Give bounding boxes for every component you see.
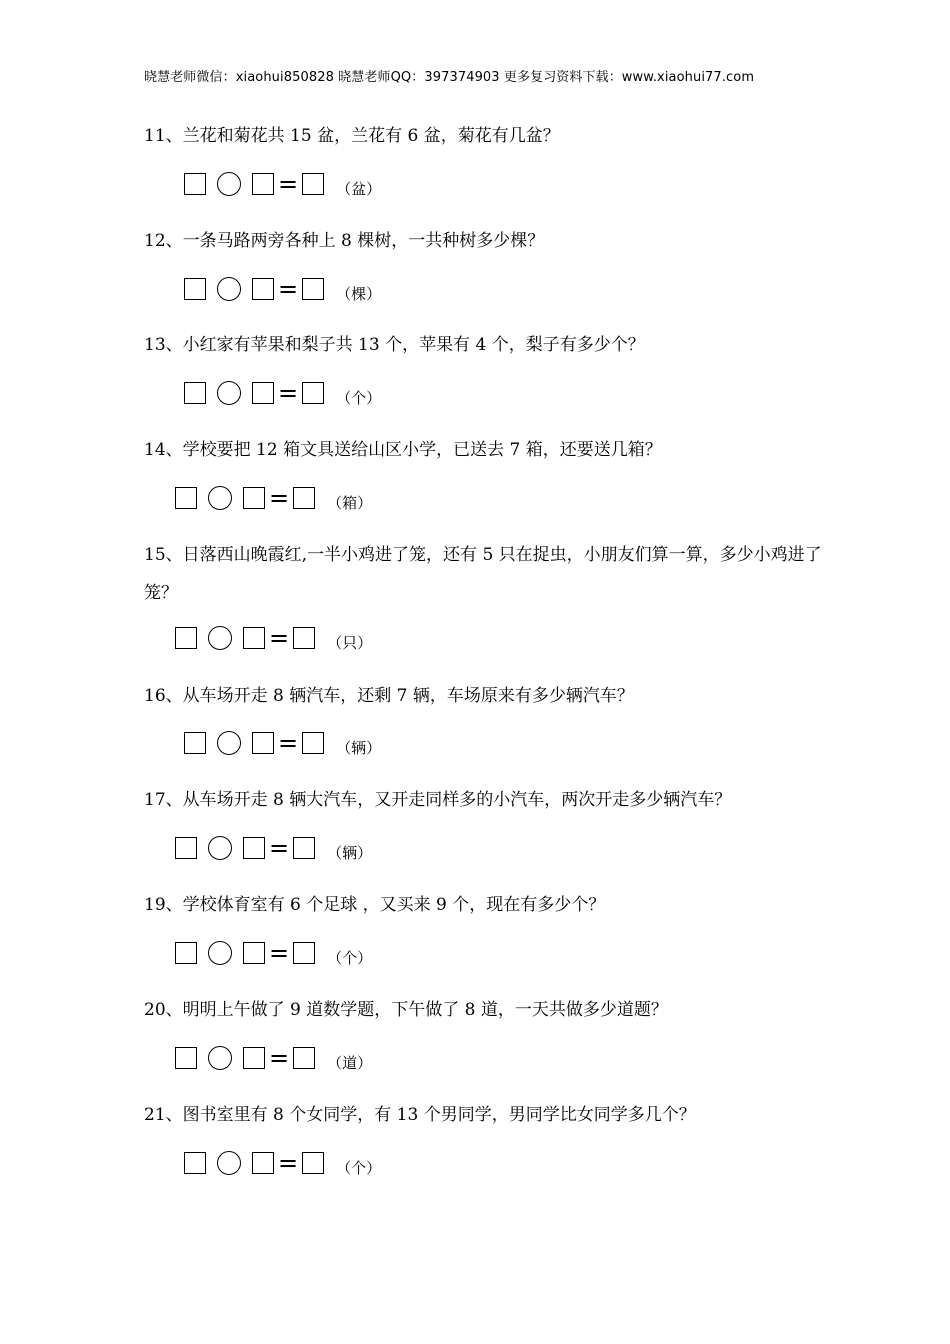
- formula-row-21: [184, 1149, 381, 1177]
- unit-label: （个）: [327, 948, 373, 967]
- answer-box[interactable]: [252, 173, 274, 195]
- equals-sign: =: [278, 1149, 299, 1177]
- equals-sign: =: [278, 379, 299, 407]
- formula-row-20: [175, 1044, 372, 1072]
- formula-row-19: [175, 939, 372, 967]
- formula-row-15: [175, 624, 372, 652]
- question-12: [144, 222, 824, 260]
- unit-label: （只）: [327, 633, 373, 652]
- result-box[interactable]: [302, 382, 324, 404]
- unit-label: （道）: [327, 1053, 373, 1072]
- question-16: [144, 677, 824, 715]
- result-box[interactable]: [302, 732, 324, 754]
- formula-row-12: [184, 275, 381, 303]
- question-text: 15、日落西山晚霞红,一半小鸡进了笼，还有 5 只在捉虫，小朋友们算一算，多少小鸡进了笼？: [144, 545, 822, 603]
- equals-sign: =: [269, 484, 290, 512]
- answer-box[interactable]: [243, 1047, 265, 1069]
- operator-circle[interactable]: [217, 381, 241, 405]
- answer-box[interactable]: [252, 382, 274, 404]
- question-15: [144, 536, 824, 612]
- operator-circle[interactable]: [217, 1151, 241, 1175]
- operator-circle[interactable]: [217, 172, 241, 196]
- unit-label: （个）: [336, 388, 382, 407]
- answer-box[interactable]: [175, 942, 197, 964]
- answer-box[interactable]: [175, 837, 197, 859]
- unit-label: （辆）: [336, 738, 382, 757]
- result-box[interactable]: [302, 1152, 324, 1174]
- answer-box[interactable]: [184, 173, 206, 195]
- question-17: [144, 781, 824, 819]
- answer-box[interactable]: [184, 382, 206, 404]
- answer-box[interactable]: [184, 278, 206, 300]
- formula-row-11: [184, 170, 381, 198]
- question-11: [144, 117, 824, 155]
- result-box[interactable]: [302, 173, 324, 195]
- question-19: [144, 886, 824, 924]
- answer-box[interactable]: [184, 732, 206, 754]
- equals-sign: =: [269, 939, 290, 967]
- unit-label: （个）: [336, 1158, 382, 1177]
- question-text: 21、图书室里有 8 个女同学，有 13 个男同学，男同学比女同学多几个？: [144, 1105, 696, 1125]
- question-14: [144, 431, 824, 469]
- answer-box[interactable]: [175, 1047, 197, 1069]
- equals-sign: =: [269, 834, 290, 862]
- question-text: 19、学校体育室有 6 个足球 ，又买来 9 个，现在有多少个？: [144, 895, 606, 915]
- unit-label: （箱）: [327, 493, 373, 512]
- question-text: 20、明明上午做了 9 道数学题，下午做了 8 道，一天共做多少道题？: [144, 1000, 668, 1020]
- answer-box[interactable]: [184, 1152, 206, 1174]
- operator-circle[interactable]: [217, 277, 241, 301]
- formula-row-16: [184, 729, 381, 757]
- operator-circle[interactable]: [208, 941, 232, 965]
- answer-box[interactable]: [243, 487, 265, 509]
- answer-box[interactable]: [252, 1152, 274, 1174]
- formula-row-13: [184, 379, 381, 407]
- answer-box[interactable]: [243, 837, 265, 859]
- question-text: 12、一条马路两旁各种上 8 棵树，一共种树多少棵？: [144, 231, 545, 251]
- result-box[interactable]: [293, 837, 315, 859]
- answer-box[interactable]: [252, 732, 274, 754]
- unit-label: （辆）: [327, 843, 373, 862]
- result-box[interactable]: [293, 627, 315, 649]
- formula-row-14: [175, 484, 372, 512]
- question-text: 17、从车场开走 8 辆大汽车，又开走同样多的小汽车，两次开走多少辆汽车？: [144, 790, 732, 810]
- equals-sign: =: [269, 1044, 290, 1072]
- question-text: 13、小红家有苹果和梨子共 13 个，苹果有 4 个，梨子有多少个？: [144, 335, 645, 355]
- question-text: 14、学校要把 12 箱文具送给山区小学，已送去 7 箱，还要送几箱？: [144, 440, 662, 460]
- result-box[interactable]: [293, 487, 315, 509]
- operator-circle[interactable]: [217, 731, 241, 755]
- result-box[interactable]: [293, 1047, 315, 1069]
- answer-box[interactable]: [243, 627, 265, 649]
- question-21: [144, 1096, 824, 1134]
- equals-sign: =: [269, 624, 290, 652]
- formula-row-17: [175, 834, 372, 862]
- operator-circle[interactable]: [208, 486, 232, 510]
- question-13: [144, 326, 824, 364]
- unit-label: （棵）: [336, 284, 382, 303]
- answer-box[interactable]: [252, 278, 274, 300]
- unit-label: （盆）: [336, 179, 382, 198]
- question-20: [144, 991, 824, 1029]
- page-header: 晓慧老师微信：xiaohui850828 晓慧老师QQ：397374903 更多复习资料下载：www.xiaohui77.com: [144, 70, 755, 85]
- result-box[interactable]: [302, 278, 324, 300]
- equals-sign: =: [278, 170, 299, 198]
- answer-box[interactable]: [175, 487, 197, 509]
- operator-circle[interactable]: [208, 836, 232, 860]
- operator-circle[interactable]: [208, 1046, 232, 1070]
- question-text: 11、兰花和菊花共 15 盆，兰花有 6 盆，菊花有几盆？: [144, 126, 560, 146]
- question-text: 16、从车场开走 8 辆汽车，还剩 7 辆，车场原来有多少辆汽车？: [144, 686, 634, 706]
- answer-box[interactable]: [175, 627, 197, 649]
- equals-sign: =: [278, 275, 299, 303]
- answer-box[interactable]: [243, 942, 265, 964]
- equals-sign: =: [278, 729, 299, 757]
- result-box[interactable]: [293, 942, 315, 964]
- operator-circle[interactable]: [208, 626, 232, 650]
